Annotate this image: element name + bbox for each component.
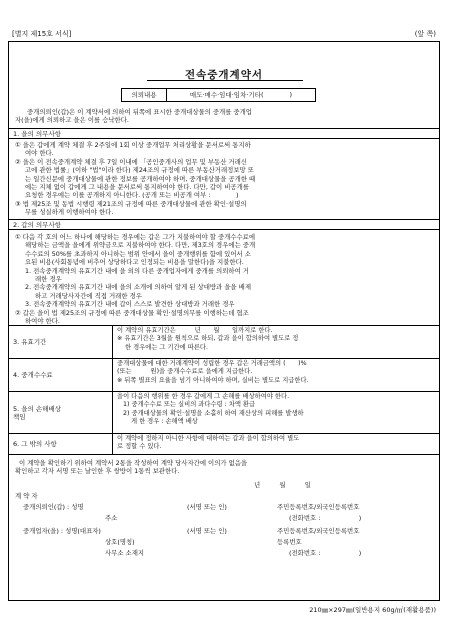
sec1-line: ③ 법 제25조 및 동법 시행령 제21조의 규정에 따른 중개대상물에 관한 확인·설명의 <box>15 199 247 208</box>
title-underline <box>147 80 303 81</box>
page-side-label: (앞 쪽) <box>414 30 436 38</box>
client-id-label: 주민등록번호/외국인등록번호 <box>277 503 360 511</box>
agent-registration-label: 등록번호 <box>277 538 302 546</box>
purpose-value: 매도·매수·임대·임차·기타( ) <box>189 91 293 99</box>
form-frame <box>8 41 440 601</box>
validity-period-row <box>9 325 439 358</box>
row-line: 1) 중개수수료 또는 실비의 과다수령 : 차액 환급 <box>123 401 256 409</box>
liability-row <box>9 391 439 433</box>
closing-line: 확인하고 각자 서명 또는 날인한 후 쌍방이 1통씩 보관한다. <box>15 467 180 476</box>
liability-content <box>117 393 435 426</box>
form-number: [별지 제15호 서식] <box>12 30 72 38</box>
sec1-line: 여야 한다. <box>25 149 54 158</box>
validity-label: 3. 유효기간 <box>9 326 113 358</box>
section-client-duties-title: 1. 을의 의무사항 <box>9 128 439 139</box>
commission-content <box>117 360 435 385</box>
row-line: ※ 뒤쪽 별표의 요율을 넘기 아니하여야 하며, 실비는 별도로 지급한다. <box>117 376 309 384</box>
commission-label: 4. 중개수수료 <box>9 359 113 391</box>
parties-title: 계 약 자 <box>15 492 38 500</box>
section-buyer-duties-title: 2. 갑의 의무사항 <box>9 219 439 230</box>
sec1-line: 는 일간신문에 중개대상물에 관한 정보를 공개하여야 하며, 중개대상물을 공개한 때 <box>25 174 256 183</box>
sec1-line: 요청한 경우에는 이를 공개하지 아니한다. (공개 또는 비공개 여부 : ) <box>25 191 239 200</box>
sec1-line: 고에 관한 법률」(이하 "법"이라 한다) 제24조의 규정에 따른 부동산거래정보망 또 <box>25 166 254 175</box>
sec2-line: 해당하는 금액을 을에게 위약금으로 지불하여야 한다. 다만, 제3호의 경우에는 중개 <box>25 241 256 250</box>
sec2-line: 래한 경우 <box>35 275 62 284</box>
closing-line: 이 계약을 확인하기 위하여 계약서 2통을 작성하여 계약 당사자간에 이의가 없음을 <box>19 459 248 467</box>
intro-line: 자(을)에게 의뢰하고 을은 이를 승낙한다. <box>15 116 129 125</box>
row-line: (또는 원)을 중개수수료로 을에게 지급한다. <box>117 368 253 376</box>
sec2-line: ① 다음 각 호의 어느 하나에 해당하는 경우에는 갑은 그가 지불하여야 할 중개수수료에 <box>15 233 255 241</box>
sec2-line: 1. 전속중개계약의 유효기간 내에 을 외의 다른 중개업자에게 중개를 의뢰하여 거 <box>25 266 249 275</box>
other-matters-label: 6. 그 밖의 사항 <box>9 434 113 454</box>
section2-body <box>15 233 435 325</box>
purpose-label: 의뢰내용 <box>122 89 167 101</box>
agent-location-label: 사무소 소재지 <box>105 549 145 557</box>
agent-id-label: 주민등록번호/외국인등록번호 <box>277 527 360 535</box>
client-phone: (전화번호 : ) <box>289 514 362 522</box>
row-line: 이 계약에 정하지 아니한 사항에 대하여는 갑과 을이 합의하여 별도 <box>117 435 300 442</box>
intro-line: 중개의뢰인(갑)은 이 계약서에 의하여 뒤쪽에 표시한 중개대상물의 중개를 중개업 <box>27 108 252 116</box>
row-line: 을이 다음의 행위를 한 경우 갑에게 그 손해를 배상하여야 한다. <box>117 393 290 400</box>
sec2-line: 2. 전속중개계약의 유효기간 내에 을의 소개에 의하여 알게 된 상대방과 을을 배제 <box>25 283 251 292</box>
sec2-line: 하고 거래당사자간에 직접 거래한 경우 <box>35 291 142 300</box>
intro-paragraph <box>15 108 435 125</box>
sec1-line: ① 을은 갑에게 계약 체결 후 2주일에 1회 이상 중개업무 처리상황을 문서로써 통지하 <box>15 141 251 149</box>
contract-date: 년 월 일 <box>254 481 311 489</box>
row-line: ※ 유효기간은 3월을 원칙으로 하되, 갑과 을이 합의하여 별도로 정 <box>117 335 299 343</box>
agent-signature: (서명 또는 인) <box>187 527 227 535</box>
row-line: 로 정할 수 있다. <box>117 443 162 451</box>
closing-paragraph <box>15 459 435 476</box>
liability-label: 5. 을의 손해배상 책임 <box>9 392 113 433</box>
client-name-label: 중개의뢰인(갑) : 성명 <box>23 503 84 511</box>
client-signature: (서명 또는 인) <box>187 503 227 511</box>
section1-body <box>15 141 435 217</box>
sec2-line: 요된 비용(사회통념에 비추어 상당하다고 인정되는 비용을 말한다)을 지불한다. <box>25 258 244 267</box>
paper-spec: 210㎜×297㎜(일반용지 60g/㎡(재활용품)) <box>309 606 436 614</box>
client-address-label: 주소 <box>105 514 118 522</box>
request-purpose-box <box>121 88 316 102</box>
sec1-line: 에는 지체 없이 갑에게 그 내용을 문서로써 통지하여야 한다. 다만, 갑이 비공개를 <box>25 183 249 192</box>
other-matters-content <box>117 435 435 452</box>
row-line: 이 계약의 유효기간은 년 월 일까지로 한다. <box>117 327 273 334</box>
row-line: 2) 중개대상물의 확인·설명을 소홀히 하여 재산상의 피해를 발생하 <box>123 409 304 417</box>
row-line: 한 경우에는 그 기간에 따른다. <box>125 343 209 351</box>
row-line: 게 한 경우 : 손해액 배상 <box>131 417 198 425</box>
sec2-line: 하여야 한다. <box>25 317 60 326</box>
commission-row <box>9 358 439 391</box>
row-line: 중개대상물에 대한 거래계약이 성립한 경우 갑은 거래금액의 ( )% <box>117 360 307 367</box>
validity-content <box>117 327 435 352</box>
sec2-line: 수수료의 50%를 초과하지 아니하는 범위 안에서 을이 중개행위를 함에 있어서 소 <box>25 249 251 258</box>
sec1-line: 무를 성실하게 이행하여야 한다. <box>25 208 114 217</box>
sec2-line: 3. 전속중개계약의 유효기간 내에 갑이 스스로 발견한 상대방과 거래한 경우 <box>25 300 235 309</box>
agent-name-label: 중개업자(을) : 성명(대표자) <box>23 527 101 535</box>
agent-office-label: 상호(명칭) <box>105 538 135 546</box>
document-title: 전속중개계약서 <box>184 69 263 81</box>
sec1-line: ② 을은 이 전속중개계약 체결 후 7일 이내에 「공인중개사의 업무 및 부동산 거래신 <box>15 157 247 166</box>
other-matters-row <box>9 433 439 455</box>
sec2-line: ② 갑은 을이 법 제25조의 규정에 따른 중개대상물 확인·설명의무를 이행하는데 협조 <box>15 308 249 317</box>
agent-phone: (전화번호 : ) <box>289 549 362 557</box>
